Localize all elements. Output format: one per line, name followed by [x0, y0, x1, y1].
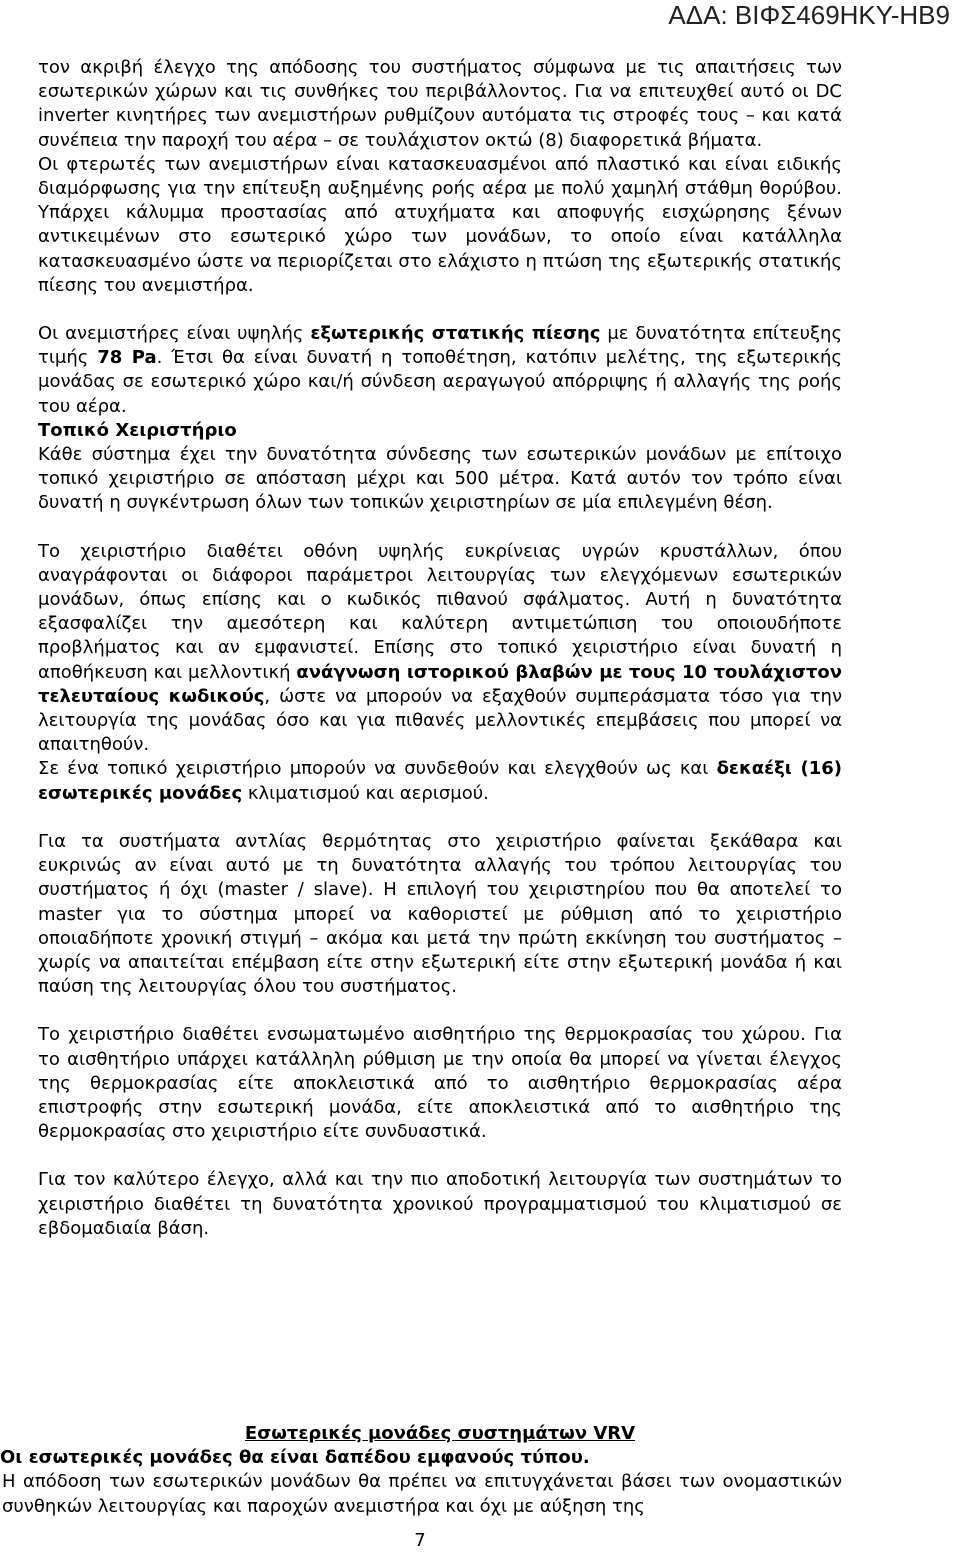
- vrv-section-title: Εσωτερικές μονάδες συστημάτων VRV: [244, 1423, 636, 1444]
- document-body: [38, 56, 842, 1241]
- vrv-section-text: Η απόδοση των εσωτερικών μονάδων θα πρέπει να επιτυγχάνεται βάσει των ονομαστικών συνθηκών λειτουργίας και παροχών ανεμιστήρα και όχι με αύξηση της: [2, 1471, 842, 1517]
- paragraph-weekly-schedule: Για τον καλύτερο έλεγχο, αλλά και την πιο αποδοτική λειτουργία των συστημάτων το χειριστήριο διαθέτει τη δυνατότητα χρονικού προγραμματισμού του κλιματισμού σε εβδομαδιαία βάση.: [38, 1169, 842, 1239]
- paragraph-temperature-sensor: Το χειριστήριο διαθέτει ενσωματωμένο αισθητήριο της θερμοκρασίας του χώρου. Για το αισθητήριο υπάρχει κατάλληλη ρύθμιση με την οποία θα μπορεί να γίνεται έλεγχος της θερμοκρασίας είτε αποκλειστικά από το αισθητήριο θερμοκρασίας αέρα επιστροφής στην εσωτερική μονάδα, είτε αποκλειστικά από το αισθητήριο της θερμοκρασίας στο χειριστήριο είτε συνδυαστικά.: [38, 1024, 842, 1143]
- section-heading-local-controller: Τοπικό Χειριστήριο: [38, 419, 237, 441]
- page-number: 7: [414, 1530, 426, 1551]
- paragraph-sixteen-units: Σε ένα τοπικό χειριστήριο μπορούν να συνδεθούν και ελεγχθούν ως και δεκαέξι (16) εσωτερικές μονάδες κλιματισμού και αερισμού.: [38, 758, 842, 804]
- vrv-section: [0, 1422, 870, 1519]
- bold-fault-history: ανάγνωση ιστορικού βλαβών με τους 10 τουλάχιστον τελευταίους κωδικούς: [38, 661, 843, 707]
- paragraph-master-slave: Για τα συστήματα αντλίας θερμότητας στο χειριστήριο φαίνεται ξεκάθαρα και ευκρινώς αν είναι αυτό με τη δυνατότητα αλλαγής του τρόπου λειτουργίας του συστήματος ή όχι (master / slave). Η επιλογή του χειριστηρίου που θα αποτελεί το master για το σύστημα μπορεί να καθοριστεί με ρύθμιση από το χειριστήριο οποιαδήποτε χρονική στιγμή – ακόμα και μετά την πρώτη εκκίνηση του συστήματος – χωρίς να απαιτείται επέμβαση είτε στην εξωτερική είτε στην εξωτερική μονάδα ή και παύση της λειτουργίας όλου του συστήματος.: [38, 830, 842, 998]
- paragraph-fan-impellers: Οι φτερωτές των ανεμιστήρων είναι κατασκευασμένοι από πλαστικό και είναι ειδικής διαμόρφωσης για την επίτευξη αυξημένης ροής αέρα με πολύ χαμηλή στάθμη θορύβου. Υπάρχει κάλυμμα προστασίας από ατυχήματα και αποφυγής εισχώρησης ξένων αντικειμένων στο εσωτερικό χώρο των μονάδων, το οποίο είναι κατάλληλα κατασκευασμένο ώστε να περιορίζεται στο ελάχιστο η πτώση της εξωτερικής στατικής πίεσης του ανεμιστήρα.: [38, 153, 842, 296]
- paragraph-controller-connection: Κάθε σύστημα έχει την δυνατότητα σύνδεσης των εσωτερικών μονάδων με επίτοιχο τοπικό χειριστήριο σε απόσταση μέχρι και 500 μέτρα. Κατά αυτόν τον τρόπο είναι δυνατή η συγκέντρωση όλων των τοπικών χειριστηρίων σε μία επιλεγμένη θέση.: [38, 444, 842, 514]
- bold-sixteen-units: δεκαέξι (16) εσωτερικές μονάδες: [38, 758, 842, 804]
- paragraph-fan-speed: τον ακριβή έλεγχο της απόδοσης του συστήματος σύμφωνα με τις απαιτήσεις των εσωτερικών χώρων και τις συνθήκες του περιβάλλοντος. Για να επιτευχθεί αυτό οι DC inverter κινητήρες των ανεμιστήρων ρυθμίζουν αυτόματα τις στροφές τους – και κατά συνέπεια την παροχή του αέρα – σε τουλάχιστον οκτώ (8) διαφορετικά βήματα.: [38, 57, 842, 151]
- vrv-section-subtitle: Οι εσωτερικές μονάδες θα είναι δαπέδου εμφανούς τύπου.: [0, 1447, 590, 1469]
- ada-code: ΑΔΑ: ΒΙΦΣ469ΗΚΥ-ΗΒ9: [668, 0, 950, 30]
- paragraph-static-pressure: Οι ανεμιστήρες είναι υψηλής εξωτερικής στατικής πίεσης με δυνατότητα επίτευξης τιμής 78 Pa. Έτσι θα είναι δυνατή η τοποθέτηση, κατόπιν μελέτης, της εξωτερικής μονάδας σε εσωτερικό χώρο και/ή σύνδεση αεραγωγού απόρριψης ή αλλαγής της ροής του αέρα.: [38, 323, 843, 417]
- paragraph-controller-display: Το χειριστήριο διαθέτει οθόνη υψηλής ευκρίνειας υγρών κρυστάλλων, όπου αναγράφονται οι διάφοροι παράμετροι λειτουργίας των ελεγχόμενων εσωτερικών μονάδων, όπως επίσης και ο κωδικός πιθανού σφάλματος. Αυτή η δυνατότητα εξασφαλίζει την αμεσότερη και καλύτερη αντιμετώπιση του οποιουδήποτε προβλήματος και αν εμφανιστεί. Επίσης στο τοπικό χειριστήριο είναι δυνατή η αποθήκευση και μελλοντική ανάγνωση ιστορικού βλαβών με τους 10 τουλάχιστον τελευταίους κωδικούς, ώστε να μπορούν να εξαχθούν συμπεράσματα τόσο για την λειτουργία της μονάδας όσο και για πιθανές μελλοντικές επεμβάσεις που μπορεί να απαιτηθούν.: [38, 540, 843, 756]
- bold-pressure-value: 78 Pa: [97, 347, 157, 369]
- bold-static-pressure: εξωτερικής στατικής πίεσης: [310, 323, 601, 345]
